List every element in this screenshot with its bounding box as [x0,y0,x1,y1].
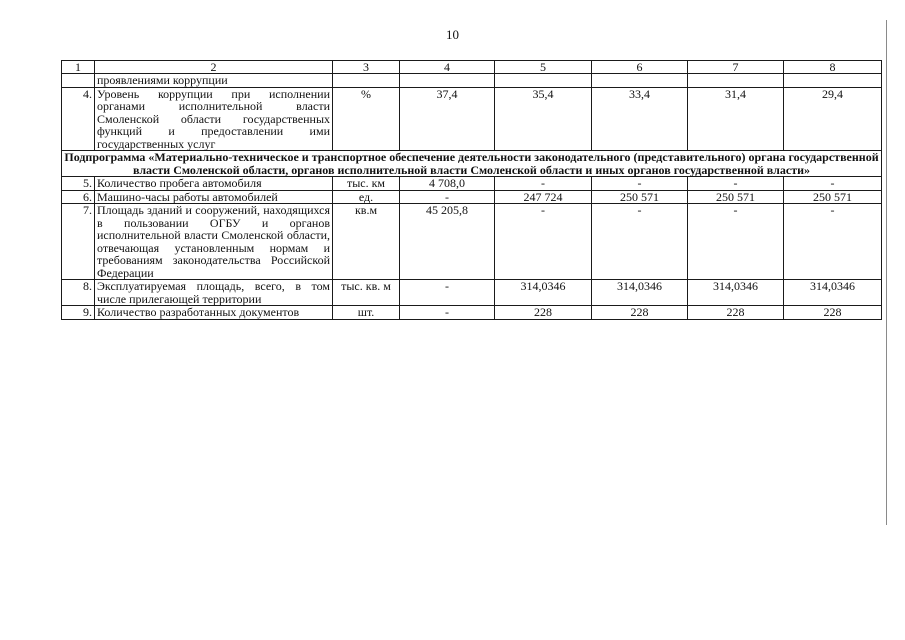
header-cell: 4 [400,61,495,74]
value-cell: - [592,204,688,280]
row-number: 4. [62,87,95,151]
continuation-text: проявлениями коррупции [95,74,333,88]
unit: тыс. кв. м [333,280,400,306]
header-cell: 5 [495,61,592,74]
unit: шт. [333,306,400,320]
header-cell: 8 [784,61,882,74]
header-cell: 7 [688,61,784,74]
value-cell: 247 724 [495,190,592,204]
value-cell: 228 [592,306,688,320]
table-row-4 [62,87,882,151]
value-cell: 31,4 [688,87,784,151]
continuation-row [62,74,882,88]
value-cell: - [688,204,784,280]
subprogram-title: Подпрограмма «Материально-техническое и транспортное обеспечение деятельности законодательного (представительного) органа государственной власти Смоленской области, органов исполнительной власти Смоленской области и иных органов государственной власти» [62,151,882,177]
value-cell: 29,4 [784,87,882,151]
unit: ед. [333,190,400,204]
indicator-name: Количество пробега автомобиля [95,177,333,191]
value-cell: - [688,177,784,191]
row-number: 5. [62,177,95,191]
table-row-6 [62,190,882,204]
value-cell: 35,4 [495,87,592,151]
indicators-table [61,60,882,320]
page-edge-line [886,20,887,525]
table-row-8 [62,280,882,306]
value-cell: - [400,280,495,306]
header-cell: 2 [95,61,333,74]
cell-empty [784,74,882,88]
value-cell: - [784,177,882,191]
cell-empty [400,74,495,88]
value-cell: 228 [784,306,882,320]
row-number: 7. [62,204,95,280]
cell-empty [688,74,784,88]
value-cell: 228 [495,306,592,320]
value-cell: 45 205,8 [400,204,495,280]
value-cell: 250 571 [688,190,784,204]
value-cell: 314,0346 [495,280,592,306]
table-row-9 [62,306,882,320]
value-cell: 228 [688,306,784,320]
cell-empty [62,74,95,88]
indicator-name: Уровень коррупции при исполнении органами исполнительной власти Смоленской области государственных функций и предоставлении ими государственных услуг [95,87,333,151]
row-number: 8. [62,280,95,306]
value-cell: - [495,204,592,280]
value-cell: - [400,190,495,204]
cell-empty [592,74,688,88]
unit: % [333,87,400,151]
header-cell: 3 [333,61,400,74]
row-number: 9. [62,306,95,320]
value-cell: - [592,177,688,191]
indicator-name: Количество разработанных документов [95,306,333,320]
page-number: 10 [446,27,459,42]
subprogram-row [62,151,882,177]
header-cell: 1 [62,61,95,74]
cell-empty [333,74,400,88]
indicator-name: Эксплуатируемая площадь, всего, в том числе прилегающей территории [95,280,333,306]
table-row-5 [62,177,882,191]
value-cell: 314,0346 [592,280,688,306]
unit: тыс. км [333,177,400,191]
value-cell: 314,0346 [688,280,784,306]
row-number: 6. [62,190,95,204]
indicator-name: Площадь зданий и сооружений, находящихся в пользовании ОГБУ и органов исполнительной власти Смоленской области, отвечающая установленным нормам и требованиям законодательства Российской Федерации [95,204,333,280]
value-cell: 250 571 [784,190,882,204]
value-cell: - [784,204,882,280]
unit: кв.м [333,204,400,280]
table-header-row [62,61,882,74]
value-cell: - [495,177,592,191]
indicator-name: Машино-часы работы автомобилей [95,190,333,204]
value-cell: 4 708,0 [400,177,495,191]
value-cell: - [400,306,495,320]
cell-empty [495,74,592,88]
value-cell: 33,4 [592,87,688,151]
value-cell: 37,4 [400,87,495,151]
value-cell: 250 571 [592,190,688,204]
header-cell: 6 [592,61,688,74]
table-row-7 [62,204,882,280]
value-cell: 314,0346 [784,280,882,306]
